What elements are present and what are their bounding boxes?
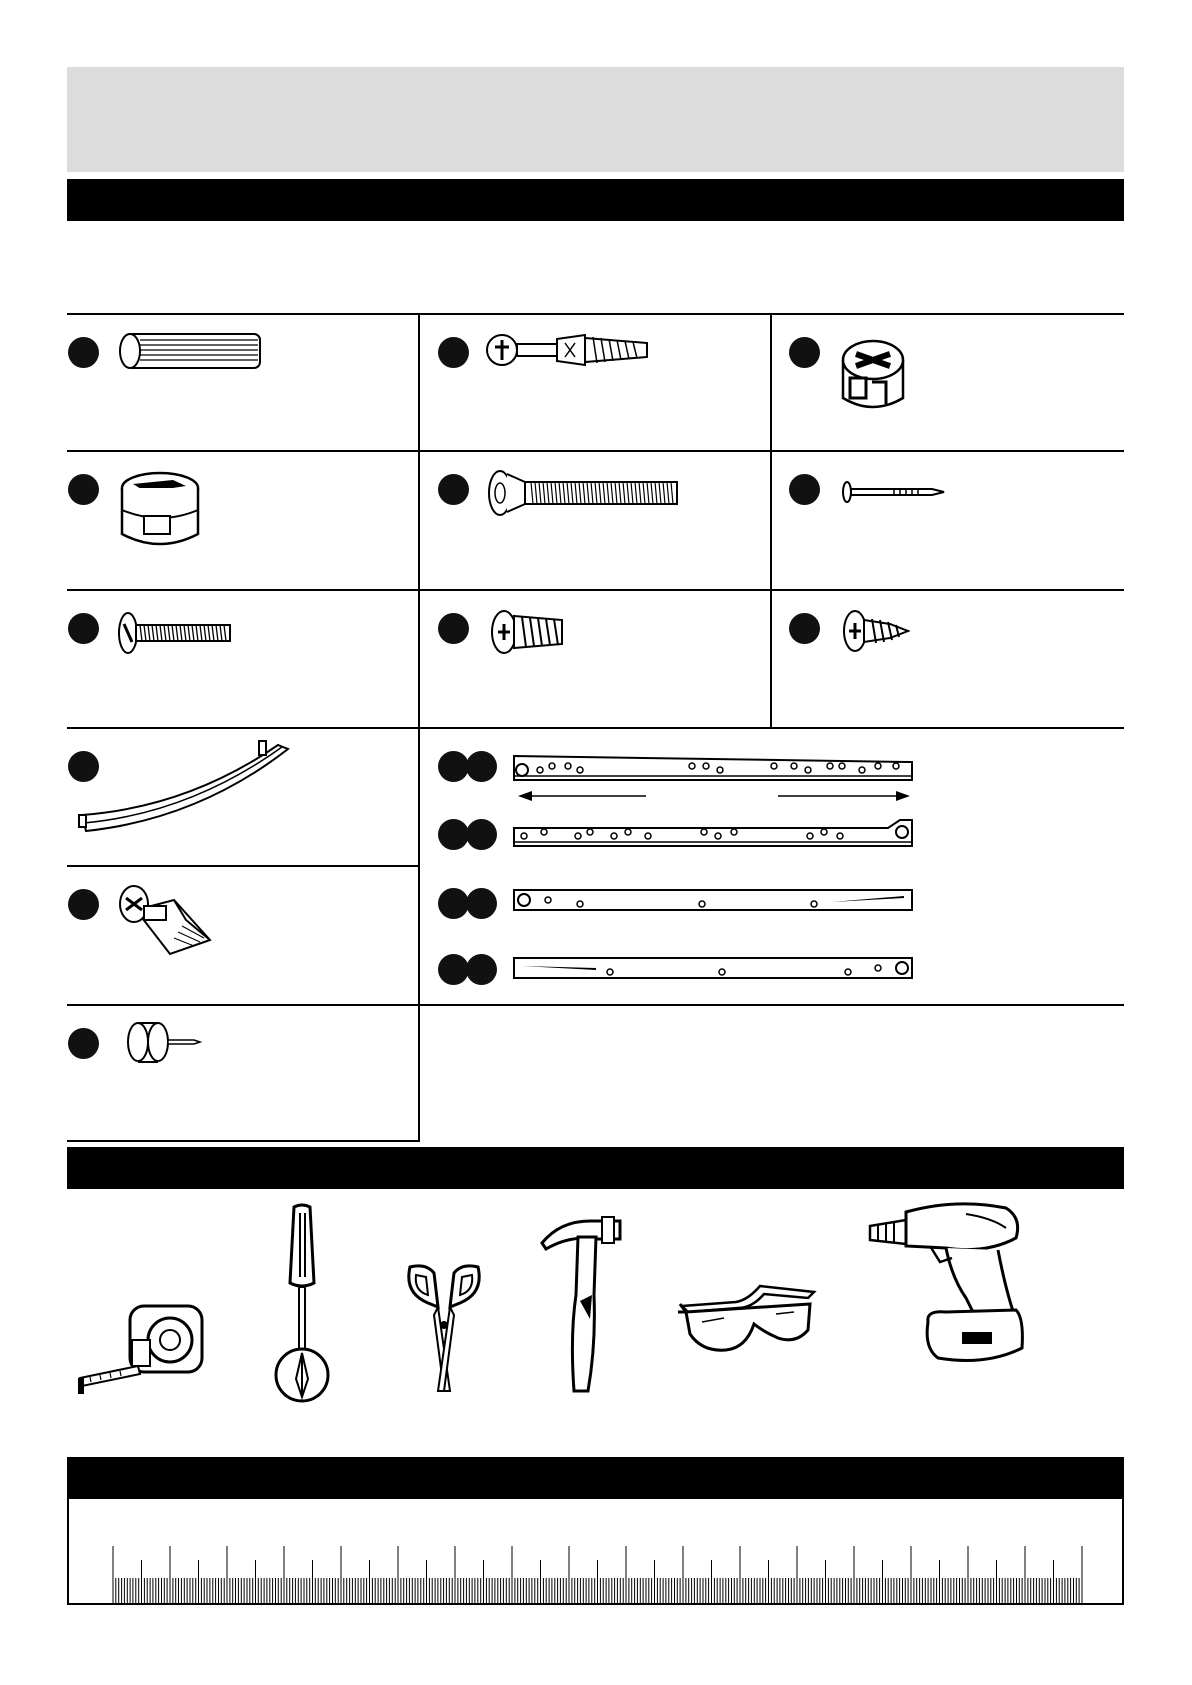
- part-number-badge: [68, 337, 99, 368]
- fittings-section-header: [67, 179, 1124, 221]
- cam-bolt-icon: [485, 325, 655, 380]
- part-number-badge: [789, 613, 820, 644]
- part-number-badge: [789, 337, 820, 368]
- grid-line: [67, 450, 1124, 452]
- part-number-badge: [789, 474, 820, 505]
- part-number-badge: [438, 613, 469, 644]
- ruler-section-header: [67, 1457, 1124, 1499]
- drawer-runner-icon: [512, 888, 914, 919]
- part-number-badge: [68, 474, 99, 505]
- part-number-badge: [438, 819, 469, 850]
- part-number-badge: [438, 888, 469, 919]
- safety-glasses-icon: [678, 1278, 818, 1363]
- euro-screw-icon: [490, 608, 570, 661]
- grid-line: [418, 313, 420, 1142]
- wooden-dowel-icon: [118, 330, 263, 379]
- grid-line: [67, 1140, 419, 1142]
- part-number-badge: [68, 613, 99, 644]
- page-title-box: [67, 67, 1124, 172]
- scissors-icon: [404, 1263, 484, 1400]
- wood-screw-icon: [842, 608, 912, 659]
- cam-lock-icon: [838, 338, 908, 421]
- part-number-badge: [438, 337, 469, 368]
- part-number-badge: [438, 474, 469, 505]
- part-number-badge: [466, 888, 497, 919]
- drawer-runner-icon: [512, 752, 914, 787]
- handle-icon: [78, 735, 293, 840]
- grid-line: [770, 313, 772, 728]
- part-number-badge: [68, 1028, 99, 1059]
- connector-bolt-icon: [487, 468, 687, 523]
- part-number-badge: [68, 889, 99, 920]
- cordless-drill-icon: [866, 1198, 1026, 1375]
- drawer-runner-icon: [512, 818, 914, 855]
- part-number-badge: [466, 819, 497, 850]
- cam-lock-icon: [118, 470, 203, 557]
- furniture-glide-icon: [122, 1020, 202, 1071]
- grid-line: [67, 727, 1124, 729]
- grid-line: [67, 1004, 1124, 1006]
- tools-section-header: [67, 1147, 1124, 1189]
- screwdriver-icon: [270, 1203, 334, 1408]
- part-number-badge: [466, 954, 497, 985]
- extension-arrows: [518, 788, 910, 809]
- nail-icon: [842, 481, 947, 508]
- part-number-badge: [438, 751, 469, 782]
- machine-screw-icon: [116, 610, 232, 661]
- measuring-ruler: [110, 1545, 1080, 1610]
- corner-block-icon: [116, 880, 216, 965]
- drawer-runner-icon: [512, 956, 914, 987]
- grid-line: [67, 865, 419, 867]
- tape-measure-icon: [78, 1300, 208, 1405]
- grid-line: [67, 589, 1124, 591]
- part-number-badge: [466, 751, 497, 782]
- hammer-icon: [540, 1215, 624, 1402]
- grid-line: [67, 313, 1124, 315]
- part-number-badge: [438, 954, 469, 985]
